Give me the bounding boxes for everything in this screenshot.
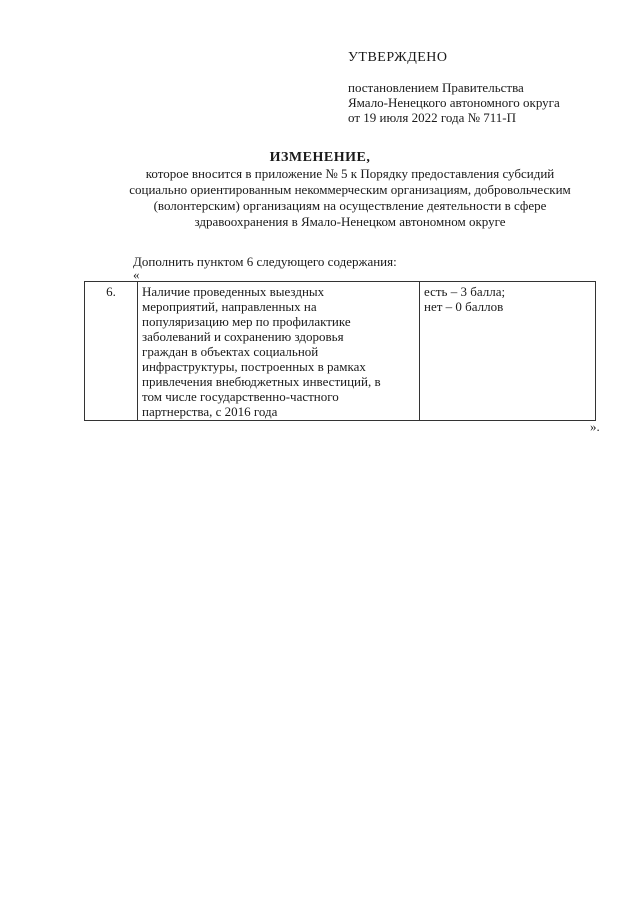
criterion-line: партнерства, с 2016 года — [142, 404, 278, 419]
score-line: есть – 3 балла; — [424, 284, 506, 299]
criterion-line: заболеваний и сохранению здоровья — [142, 329, 344, 344]
amendment-table — [84, 281, 596, 421]
criterion-line: инфраструктуры, построенных в рамках — [142, 359, 366, 374]
approval-details — [348, 80, 560, 125]
closing-quote: ». — [590, 419, 600, 434]
criterion-line: привлечения внебюджетных инвестиций, в — [142, 374, 381, 389]
criterion-line: Наличие проведенных выездных — [142, 284, 325, 299]
subtitle-line: социально ориентированным некоммерческим организациям, добровольческим — [129, 182, 571, 197]
document-subtitle — [90, 166, 610, 230]
criterion-line: том числе государственно-частного — [142, 389, 339, 404]
approval-line: от 19 июля 2022 года № 711-П — [348, 110, 516, 125]
subtitle-line: (волонтерским) организациям на осуществление деятельности в сфере — [153, 198, 547, 213]
approval-line: постановлением Правительства — [348, 80, 524, 95]
document-title: ИЗМЕНЕНИЕ, — [269, 150, 371, 165]
row-number-cell: 6. — [85, 282, 138, 421]
criterion-line: граждан в объектах социальной — [142, 344, 319, 359]
subtitle-line: здравоохранения в Ямало-Ненецком автономном округе — [194, 214, 506, 229]
score-line: нет – 0 баллов — [424, 299, 504, 314]
criterion-line: популяризацию мер по профилактике — [142, 314, 351, 329]
subtitle-line: которое вносится в приложение № 5 к Порядку предоставления субсидий — [145, 166, 555, 181]
approval-stamp-title: УТВЕРЖДЕНО — [348, 50, 448, 65]
intro-paragraph: Дополнить пунктом 6 следующего содержания: — [133, 254, 397, 269]
criterion-line: мероприятий, направленных на — [142, 299, 317, 314]
opening-quote: « — [133, 267, 140, 282]
table-row — [85, 282, 596, 421]
score-cell — [420, 282, 596, 421]
criterion-cell — [138, 282, 420, 421]
approval-line: Ямало-Ненецкого автономного округа — [348, 95, 560, 110]
